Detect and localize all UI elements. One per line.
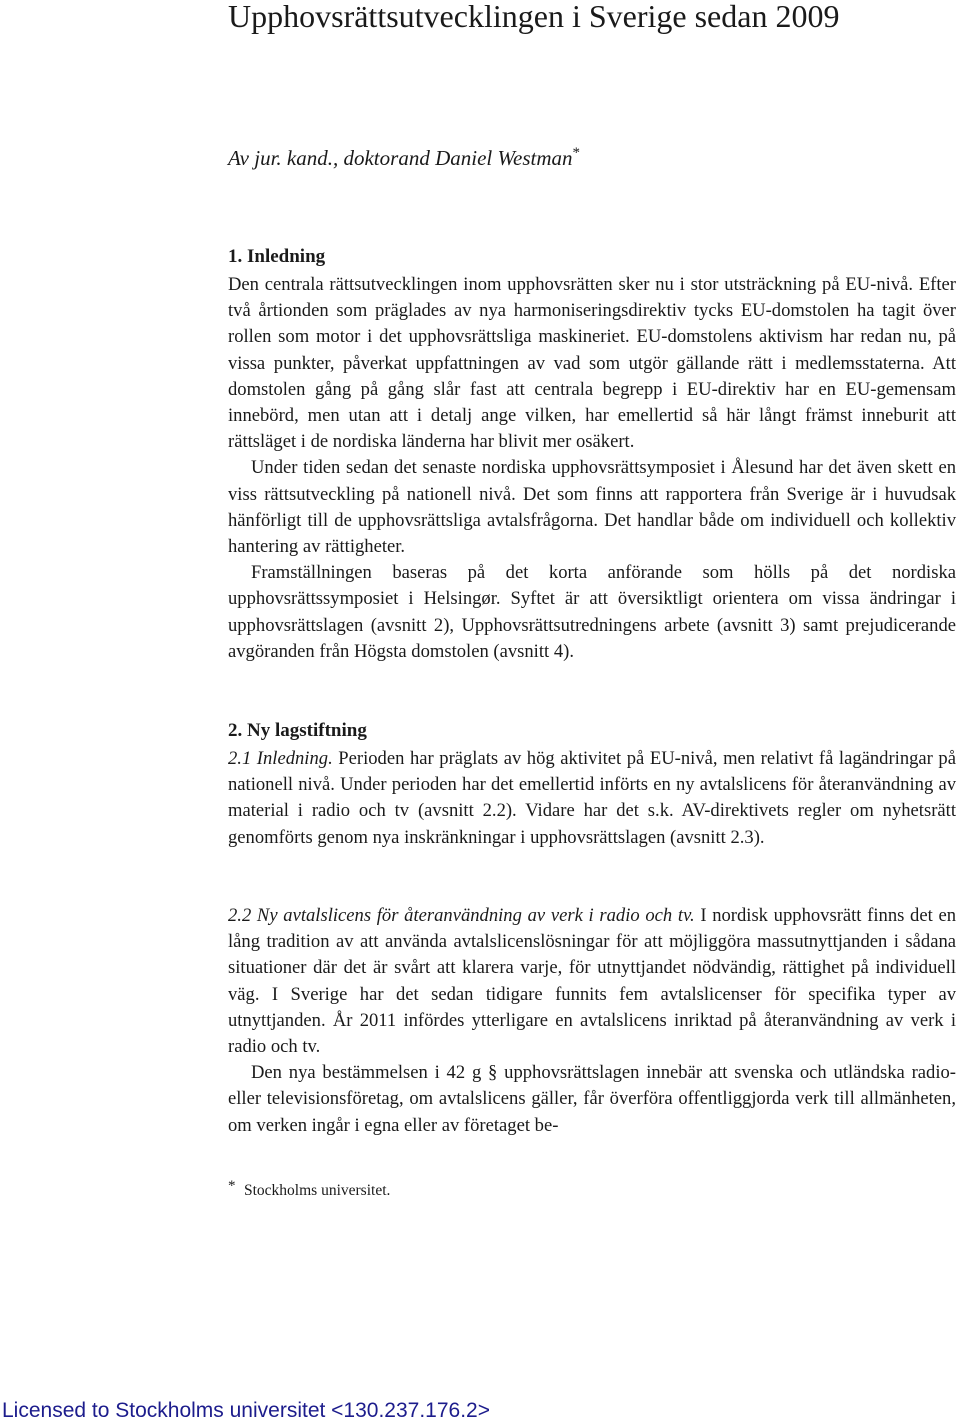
section-2-heading: 2. Ny lagstiftning — [228, 720, 367, 741]
article-title: Upphovsrättsutvecklingen i Sverige sedan 2009 — [228, 0, 840, 34]
section-1-body — [228, 272, 956, 665]
section-2-1-paragraph — [228, 746, 956, 851]
author-footnote-mark: * — [572, 145, 581, 161]
section-1-paragraph-2: Under tiden sedan det senaste nordiska upphovsrättsymposiet i Ålesund har det även skett en viss rättsutveckling på nationell nivå. Det som finns att rapportera från Sverige är i huvudsak hänförligt till de upphovsrättsliga avtalsfrågorna. Det handlar både om individuell och kollektiv hantering av rättigheter. — [228, 457, 956, 558]
section-2-1-body — [228, 746, 956, 851]
section-2-2-text: I nordisk upphovsrätt finns det en lång tradition av att använda avtalslicenslösningar för att möjliggöra massutnyttjanden i sådana situationer där det är svårt att klarera varje, för utnyttjandet nödvändig, rättighet på individuell väg. I Sverige har det sedan tidigare funnits fem avtalslicenser för specifika typer av utnyttjanden. År 2011 infördes ytterligare en avtalslicens inriktad på återanvändning av verk i radio och tv. — [228, 905, 956, 1058]
author-name: Av jur. kand., doktorand Daniel Westman — [228, 146, 573, 170]
section-2-2-label: 2.2 Ny avtalslicens för återanvändning av verk i radio och tv. — [228, 905, 695, 926]
author-line — [228, 139, 580, 172]
footnote — [228, 1175, 390, 1202]
footnote-mark: * — [228, 1178, 236, 1194]
section-2-2-body — [228, 903, 956, 1139]
section-2-1-text: Perioden har präglats av hög aktivitet på EU-nivå, men relativt få lagändringar på nationell nivå. Under perioden har det emellertid införts en ny avtalslicens för återanvändning av material i radio och tv (avsnitt 2.2). Vidare har det s.k. AV-direktivets regler om nyhetsrätt genomförts genom nya inskränkningar i upphovsrättslagen (avsnitt 2.3). — [228, 748, 956, 848]
section-2-2-paragraph-2: Den nya bestämmelsen i 42 g § upphovsrättslagen innebär att svenska och utländska radio- eller televisionsföretag, om avtalslicens gäller, får överföra offentliggjorda verk till allmänheten, om verken ingår i egna eller av företaget be- — [228, 1062, 956, 1136]
section-2-2-paragraph-1 — [228, 903, 956, 1060]
section-1-paragraph-3: Framställningen baseras på det korta anförande som hölls på det nordiska upphovsrättssymposiet i Helsingør. Syftet är att översiktligt orientera om vissa ändringar i upphovsrättslagen (avsnitt 2), Upphovsrättsutredningens arbete (avsnitt 3) samt prejudicerande avgöranden från Högsta domstolen (avsnitt 4). — [228, 562, 956, 662]
license-notice: Licensed to Stockholms universitet <130.237.176.2> — [2, 1399, 490, 1422]
section-1-paragraph-1: Den centrala rättsutvecklingen inom upphovsrätten sker nu i stor utsträckning på EU-nivå. Efter två årtionden som präglades av nya harmoniseringsdirektiv tycks EU-domstolen ha tagit över rollen som motor i det upphovsrättsliga maskineriet. EU-domstolens aktivism har redan nu, på vissa punkter, påverkat uppfattningen av vad som utgör gällande rätt i medlemsstaterna. Att domstolen gång på gång slår fast att centrala begrepp i EU-direktiv har en EU-gemensam innebörd, men utan att i detalj ange vilken, har emellertid så här långt främst inneburit att rättsläget i de nordiska länderna har blivit mer osäkert. — [228, 274, 956, 453]
section-2-1-label: 2.1 Inledning. — [228, 748, 333, 769]
footnote-text: Stockholms universitet. — [244, 1182, 391, 1199]
section-1-heading: 1. Inledning — [228, 246, 326, 267]
